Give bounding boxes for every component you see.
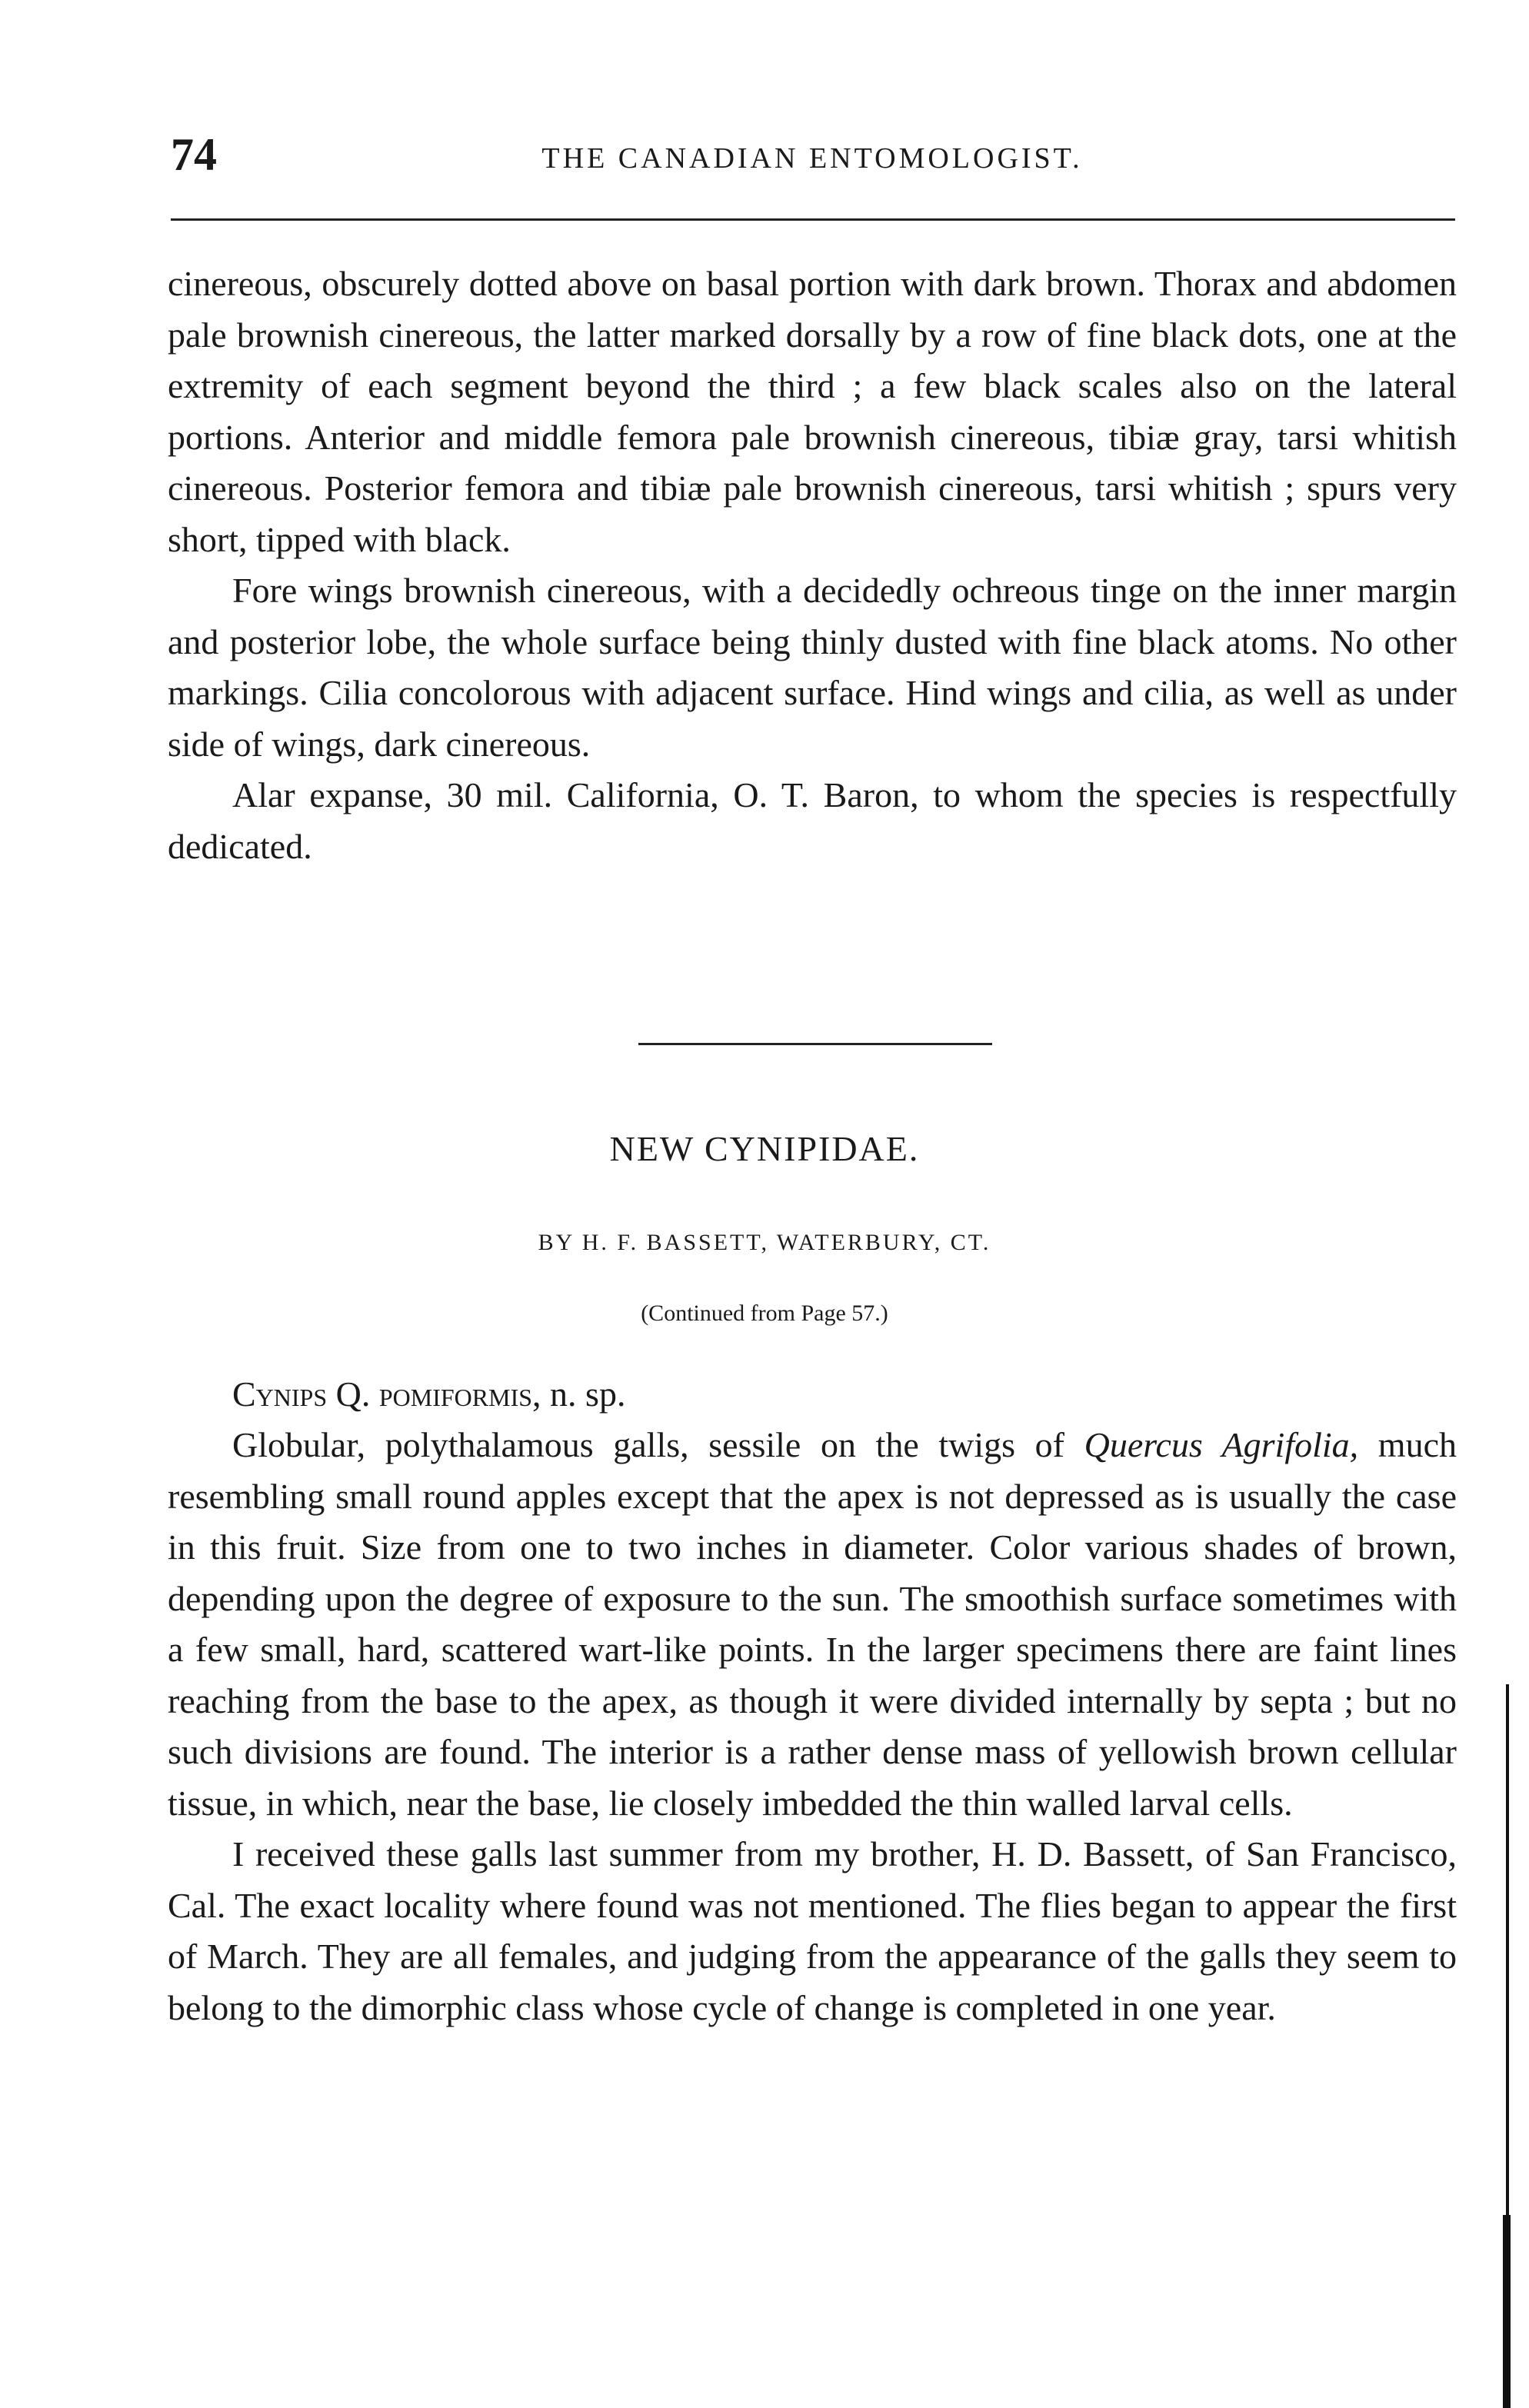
article-byline: BY H. F. BASSETT, WATERBURY, CT. (538, 1230, 991, 1255)
scan-edge-mark (1503, 2215, 1511, 2408)
continued-note: (Continued from Page 57.) (641, 1301, 888, 1326)
host-plant-name: Quercus Agrifolia, (1084, 1425, 1359, 1464)
article-title: NEW CYNIPIDAE. (609, 1129, 920, 1168)
paragraph (168, 1420, 1457, 1829)
section-divider (638, 1043, 992, 1045)
paragraph: Alar expanse, 30 mil. California, O. T. Baron, to whom the species is respectfully dedicated. (168, 775, 1457, 866)
paragraph-start: Globular, polythalamous galls, sessile on the twigs of (232, 1425, 1084, 1464)
species-name: Cynips Q. pomiformis, (232, 1374, 541, 1414)
page-header (171, 128, 1454, 189)
paragraph-end: much resembling small round apples except that the apex is not depressed as is usually the case in this fruit. Size from one to two inches in diameter. Color various shades of brown, depending upon the degree of exposure to the sun. The smoothish surface sometimes with a few small, hard, scattered wart-like points. In the larger specimens there are faint lines reaching from the base to the apex, as though it were divided internally by septa ; but no such divisions are found. The interior is a rather dense mass of yellowish brown cellular tissue, in which, near the base, lie closely imbedded the thin walled larval cells. (168, 1425, 1457, 1823)
species-heading (232, 1369, 625, 1420)
continued-description (168, 258, 1457, 872)
article-body (168, 1420, 1457, 2033)
species-status: n. sp. (541, 1374, 626, 1414)
paragraph: I received these galls last summer from my brother, H. D. Bassett, of San Francisco, Cal. The exact locality where found was not mentioned. The flies began to appear the first of March. They are all females, and judging from the appearance of the galls they seem to belong to the dimorphic class whose cycle of change is completed in one year. (168, 1834, 1457, 2027)
paragraph: Fore wings brownish cinereous, with a decidedly ochreous tinge on the inner margin and posterior lobe, the whole surface being thinly dusted with fine black atoms. No other markings. Cilia concolorous with adjacent surface. Hind wings and cilia, as well as under side of wings, dark cinereous. (168, 571, 1457, 764)
running-head: THE CANADIAN ENTOMOLOGIST. (541, 142, 1083, 175)
header-rule (171, 218, 1455, 221)
paragraph: cinereous, obscurely dotted above on basal portion with dark brown. Thorax and abdomen pale brownish cinereous, the latter marked dorsally by a row of fine black dots, one at the extremity of each segment beyond the third ; a few black scales also on the lateral portions. Anterior and middle femora pale brownish cinereous, tibiæ gray, tarsi whitish cinereous. Posterior femora and tibiæ pale brownish cinereous, tarsi whitish ; spurs very short, tipped with black. (168, 264, 1457, 559)
page-number: 74 (171, 129, 217, 180)
